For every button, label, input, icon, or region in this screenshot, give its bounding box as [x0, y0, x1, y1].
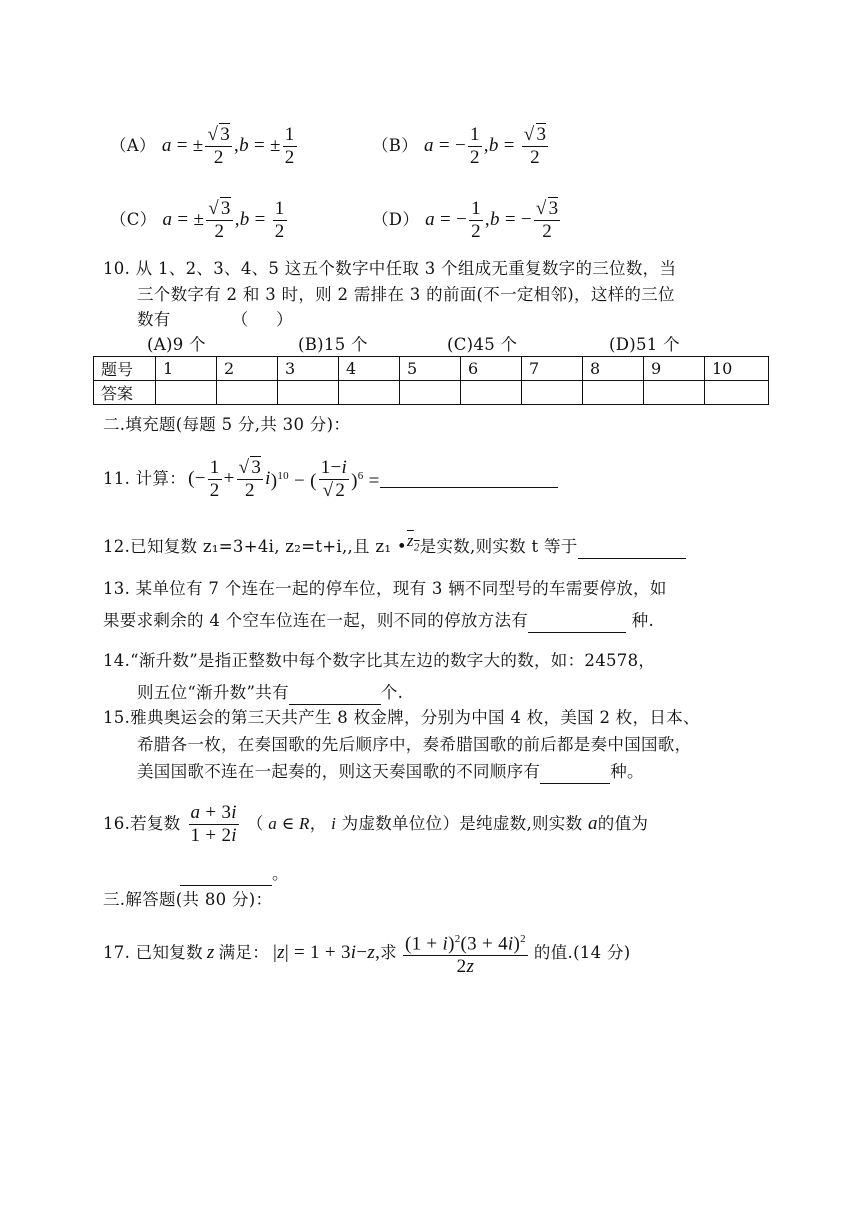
q16-answer-line [180, 862, 289, 886]
q11: 11. 计算： (− $\frac{1}{2}$ + $\frac{√ 3}{2}$ i )$^{10}$ − ( $\frac{1-i}{√ 2}$ )$^6$ = [103, 450, 558, 508]
q17-mid: 满足： [218, 943, 269, 962]
q10-option-d: (D)51 个 [609, 335, 680, 354]
q15-line3 [137, 760, 644, 784]
q14-line1: 14.“渐升数”是指正整数中每个数字比其左边的数字大的数，如：24578， [103, 651, 656, 670]
option-b-label: （B） [372, 136, 419, 155]
q13-answer-blank[interactable] [528, 616, 626, 633]
q10-option-c: (C)45 个 [447, 335, 518, 354]
q12: 12.已知复数 z₁=3+4i, z₂=t+i,,且 z₁ • $z_2$ 是实数,则实数 t 等于 [103, 529, 686, 559]
q16-prefix: 16.若复数 [103, 814, 181, 833]
header-label: 题号 [94, 357, 156, 381]
q14-line2-text: 则五位“渐升数”共有 [137, 683, 289, 702]
table-row [94, 381, 769, 405]
question-number: 8 [583, 357, 644, 381]
question-number: 3 [278, 357, 339, 381]
q13-line1: 13. 某单位有 7 个连在一起的停车位，现有 3 辆不同型号的车需要停放，如 [103, 579, 667, 598]
q9-option-c: （C） a = ± $\frac{√ 3}{2}$ , b = $\frac{1}{2}$ [110, 197, 285, 242]
q13-line2-text: 果要求剩余的 4 个空车位连在一起，则不同的停放方法有 [103, 611, 529, 630]
q15-line3-text: 美国国歌不连在一起奏的，则这天奏国歌的不同顺序有 [137, 762, 541, 781]
q15-answer-blank[interactable] [540, 767, 610, 784]
q9-option-a: （A） a = ± $\frac{√ 3}{2}$ , b = ± $\frac{1}{2}$ [110, 123, 295, 168]
answer-cell[interactable] [461, 381, 522, 405]
q16-i-desc: 为虚数单位位）是纯虚数,则实数 [336, 814, 588, 833]
q16: 16.若复数 $\frac{a + 3i}{1 + 2i}$ （ a ∈ R ， i 为虚数单位位）是纯虚数,则实数 a 的值为 [103, 801, 649, 846]
q17-prefix: 17. 已知复数 [103, 943, 203, 962]
q12-answer-blank[interactable] [578, 542, 686, 559]
q16-end: 。 [272, 864, 289, 883]
table-row [94, 357, 769, 381]
answer-cell[interactable] [705, 381, 769, 405]
question-number: 4 [339, 357, 400, 381]
answer-label: 答案 [94, 381, 156, 405]
q16-answer-blank[interactable] [180, 869, 272, 886]
question-number: 7 [522, 357, 583, 381]
answer-cell[interactable] [278, 381, 339, 405]
q11-prefix: 11. 计算： [103, 469, 187, 488]
q14-line2 [137, 681, 403, 705]
question-number: 9 [644, 357, 705, 381]
question-number: 1 [156, 357, 217, 381]
q11-answer-blank[interactable] [380, 471, 558, 488]
q17: 17. 已知复数 z 满足： | z | = 1 + 3 i − z , 求 $\frac{(1 + i)^2(3 + 4i)^2}{2z}$ 的值.(14 分) [103, 924, 630, 982]
q15-line1: 15.雅典奥运会的第三天共产生 8 枚金牌，分别为中国 4 枚，美国 2 枚，日本、 [103, 708, 700, 727]
q15-line2: 希腊各一枚，在奏国歌的先后顺序中，奏希腊国歌的前后都是奏中国国歌， [137, 735, 692, 754]
q16-middle: （ [246, 814, 264, 833]
q14-answer-blank[interactable] [289, 688, 381, 705]
answer-table [93, 356, 769, 405]
answer-cell[interactable] [522, 381, 583, 405]
q10-line2: 三个数字有 2 和 3 时，则 2 需排在 3 的前面(不一定相邻)，这样的三位 [137, 285, 675, 304]
question-number: 6 [461, 357, 522, 381]
q9-option-b: （B） a = − $\frac{1}{2}$ , b = $\frac{√ 3}{2}$ [372, 123, 547, 168]
answer-cell[interactable] [400, 381, 461, 405]
question-number: 5 [400, 357, 461, 381]
q12-suffix: 是实数,则实数 t 等于 [419, 537, 578, 557]
q12-text: 12.已知复数 z₁=3+4i, z₂=t+i,,且 z₁ • [103, 537, 407, 557]
q10-option-a: (A)9 个 [147, 335, 206, 354]
option-d-label: （D） [372, 210, 420, 229]
q10-line3: 数有 （ ） [137, 310, 293, 329]
q9-option-d: （D） a = − $\frac{1}{2}$ , b = − $\frac{√ 3}{2}$ [372, 197, 559, 242]
q13-line2-end: 种. [626, 611, 654, 630]
q15-line3-end: 种。 [610, 762, 644, 781]
q14-line2-end: 个. [380, 683, 404, 702]
answer-cell[interactable] [339, 381, 400, 405]
section3-title: 三.解答题(共 80 分)： [103, 890, 273, 909]
q10-line1: 10. 从 1、2、3、4、5 这五个数字中任取 3 个组成无重复数字的三位数，当 [103, 259, 677, 278]
section2-title: 二.填充题(每题 5 分,共 30 分)： [103, 415, 351, 434]
q13-line2 [103, 609, 654, 633]
answer-cell[interactable] [644, 381, 705, 405]
q16-cond: ， [309, 814, 327, 833]
option-c-label: （C） [110, 210, 157, 229]
option-a-label: （A） [110, 136, 156, 155]
question-number: 10 [705, 357, 769, 381]
answer-cell[interactable] [583, 381, 644, 405]
q17-suffix: 的值.(14 分) [533, 943, 631, 962]
q17-ask: 求 [380, 943, 397, 962]
q10-option-b: (B)15 个 [298, 335, 368, 354]
question-number: 2 [217, 357, 278, 381]
answer-cell[interactable] [156, 381, 217, 405]
answer-cell[interactable] [217, 381, 278, 405]
q16-suffix: 的值为 [597, 814, 649, 833]
